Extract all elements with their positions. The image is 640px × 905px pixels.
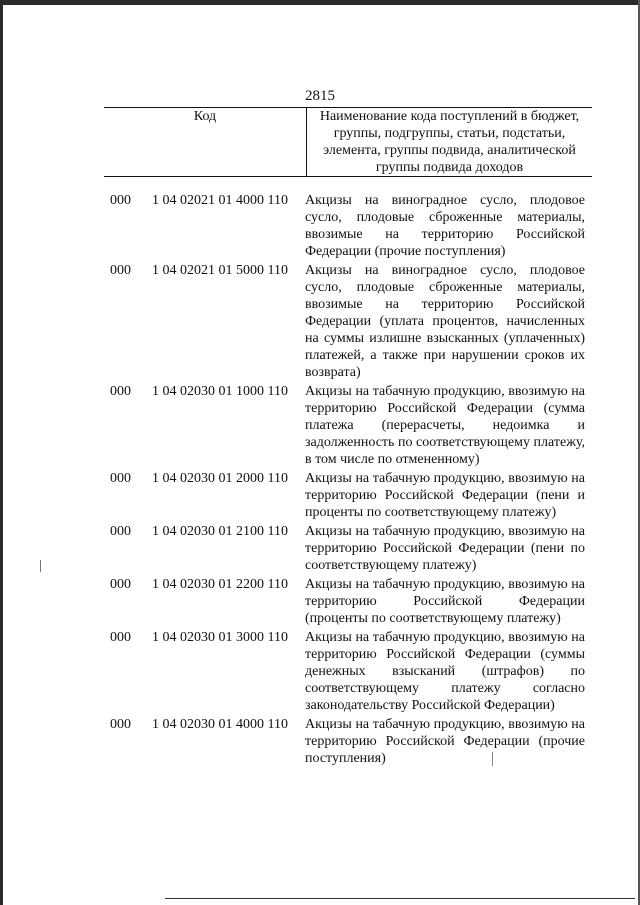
row-revenue-code: 1 04 02021 01 4000 110 — [152, 193, 288, 208]
row-admin-code: 000 — [110, 630, 131, 645]
row-description: Акцизы на табачную продукцию, ввозимую на территорию Российской Федерации (пени и проценты по соответствующему платежу) — [305, 471, 585, 520]
row-description: Акцизы на виноградное сусло, плодовое сусло, плодовые сброженные материалы, ввозимые на территорию Российской Федерации (прочие поступления) — [305, 193, 585, 259]
table-row — [0, 470, 640, 523]
row-description: Акцизы на табачную продукцию, ввозимую на территорию Российской Федерации (сумма платежа (перерасчеты, недоимка и задолженность по соответствующему платежу, в том числе по отмененному) — [305, 384, 585, 467]
row-description: Акцизы на табачную продукцию, ввозимую на территорию Российской Федерации (прочие поступления) — [305, 717, 585, 766]
row-revenue-code: 1 04 02030 01 4000 110 — [152, 717, 288, 732]
header-name-label: Наименование кода поступлений в бюджет, группы, подгруппы, статьи, подстатьи, элемента, группы подвида, аналитической группы подвида доходов — [307, 108, 593, 177]
row-admin-code: 000 — [110, 717, 131, 732]
row-description: Акцизы на табачную продукцию, ввозимую на территорию Российской Федерации (суммы денежных взысканий (штрафов) по соответствующему платежу согласно законодательству Российской Федерации) — [305, 630, 585, 713]
row-admin-code: 000 — [110, 384, 131, 399]
header-row — [104, 108, 592, 177]
table-row — [0, 576, 640, 629]
page-number: 2815 — [305, 88, 335, 104]
row-description: Акцизы на табачную продукцию, ввозимую на территорию Российской Федерации (пени по соответствующему платежу) — [305, 524, 585, 573]
scan-border-top — [0, 0, 640, 5]
row-description: Акцизы на виноградное сусло, плодовое сусло, плодовые сброженные материалы, ввозимые на территорию Российской Федерации (уплата процентов, начисленных на суммы излишне взысканных (уплаченных) платежей, а также при нарушении сроков их возврата) — [305, 263, 585, 380]
scan-artifact-mark — [492, 752, 493, 766]
header-table — [104, 107, 592, 177]
table-row — [0, 192, 640, 262]
row-revenue-code: 1 04 02030 01 2100 110 — [152, 524, 288, 539]
table-row — [0, 629, 640, 716]
row-revenue-code: 1 04 02030 01 2200 110 — [152, 577, 288, 592]
table-row — [0, 262, 640, 383]
code-list — [0, 192, 640, 769]
table-row — [0, 523, 640, 576]
scan-bottom-edge — [165, 898, 635, 899]
table-row — [0, 383, 640, 470]
row-admin-code: 000 — [110, 577, 131, 592]
row-description: Акцизы на табачную продукцию, ввозимую на территорию Российской Федерации (проценты по соответствующему платежу) — [305, 577, 585, 626]
row-revenue-code: 1 04 02030 01 3000 110 — [152, 630, 288, 645]
row-admin-code: 000 — [110, 524, 131, 539]
row-admin-code: 000 — [110, 263, 131, 278]
row-revenue-code: 1 04 02030 01 1000 110 — [152, 384, 288, 399]
scan-artifact-mark — [40, 560, 41, 572]
row-admin-code: 000 — [110, 471, 131, 486]
row-admin-code: 000 — [110, 193, 131, 208]
table-row — [0, 716, 640, 769]
row-revenue-code: 1 04 02030 01 2000 110 — [152, 471, 288, 486]
row-revenue-code: 1 04 02021 01 5000 110 — [152, 263, 288, 278]
header-code-label: Код — [104, 108, 307, 177]
